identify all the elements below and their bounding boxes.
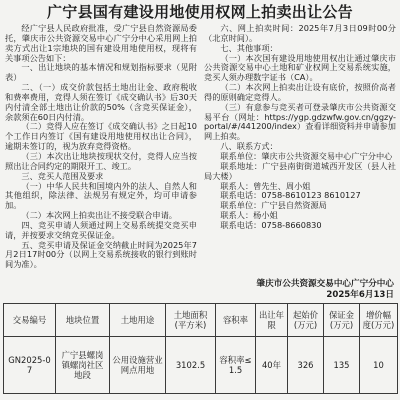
cell-area: 3102.5 — [166, 337, 216, 394]
section-2-item-2: （二）竞得人应在签订《成交确认书》之日起10个工作日内签订《国有建设用地使用权出让合同》，逾期未签订的，视为放弃竞得资格。 — [5, 121, 197, 152]
section-3-heading: 三、竞买人范围及要求 — [21, 170, 104, 181]
signature-org: 肇庆市公共资源交易中心广宁分中心 — [256, 279, 394, 289]
section-2-item-3: （三）本次出让地块按现状交付，竞得人应当按照出让合同约定的期限开工、竣工。 — [5, 150, 197, 171]
contact-unit-1: 联系单位：肇庆市公共资源交易中心广宁分中心 — [220, 150, 393, 161]
section-7-item-2: （二）本次网上拍卖出让设有底价，按照价高者得的原则确定竞得人。 — [204, 82, 396, 102]
contact-person-1: 联系人：曾先生、周小姐 — [220, 180, 311, 191]
section-7-heading: 七、其他事项： — [220, 42, 278, 53]
left-column — [5, 24, 197, 300]
header-trade-no: 交易编号 — [4, 304, 56, 337]
section-8-heading: 八、联系方式： — [220, 141, 278, 152]
header-area: 土地面积(平方米) — [166, 304, 216, 337]
cell-increment: 10 — [360, 337, 398, 394]
cell-trade-no: GN2025-07 — [4, 337, 56, 394]
cell-start-price: 326 — [288, 337, 324, 394]
section-3-item-2: （二）本次网上拍卖出让不接受联合申请。 — [21, 210, 177, 221]
header-plot-ratio: 容积率 — [216, 304, 256, 337]
contact-unit-2: 联系单位：广宁县自然资源局 — [220, 200, 327, 211]
section-3-item-1: （一）中华人民共和国境内外的法人、自然人和其他组织，除法律、法规另有规定外，均可申请参加。 — [5, 180, 197, 211]
signature-block — [204, 279, 394, 300]
header-deposit: 保证金(万元) — [324, 304, 360, 337]
table-row — [4, 337, 398, 394]
cell-land-use: 公用设施营业网点用地 — [110, 337, 166, 394]
header-start-price: 起始价(万元) — [288, 304, 324, 337]
section-2-item-1: 二、（一）成交价款包括土地出让金、政府税收和费率费用，竞得人须在签订《成交确认书》后30天内付清全部土地出让价款的50%（含竞买保证金），余款须在60日内付清。 — [5, 82, 197, 122]
table-header-row — [4, 304, 398, 337]
section-7-item-3: （三）有意参与竞买者可登录肇庆市公共资源交易平台（网址：https://ygp.gdzwfw.gov.cn/ggzy-portal/#/441200/index）查看详细资料并申请参加网上拍卖。 — [204, 101, 396, 142]
contact-phone-2: 联系电话：0758-8660830 — [220, 219, 322, 230]
contact-address: 联系地址：广宁县南街街道城西开发区（县人社局大楼） — [204, 160, 396, 181]
header-term: 出让年限 — [256, 304, 288, 337]
intro-paragraph: 经广宁县人民政府批准，受广宁县自然资源局委托，肇庆市公共资源交易中心广宁分中心采用网上拍卖方式出让1宗地块的国有建设用地使用权，现将有关事项公告如下： — [5, 24, 197, 63]
plot-table — [3, 303, 398, 394]
contact-person-2: 联系人：杨小姐 — [220, 210, 278, 221]
cell-deposit: 135 — [324, 337, 360, 394]
right-column — [204, 24, 396, 278]
notice-title: 广宁县国有建设用地使用权网上拍卖出让公告 — [46, 3, 353, 21]
section-5-paragraph: 五、竞买申请及保证金交纳截止时间为2025年7月2日17时00分（以网上交易系统接收的银行到账时间为准）。 — [5, 239, 197, 270]
header-location: 地块位置 — [56, 304, 110, 337]
cell-location: 广宁县螺岗镇螺岗社区地段 — [56, 337, 110, 394]
cell-plot-ratio: 容积率≤1.5 — [216, 337, 256, 394]
contact-phone-1: 联系电话：0758-8610123 8610127 — [220, 190, 361, 201]
section-1-heading: 一、出让地块的基本情况和规划指标要求（见附表） — [5, 62, 197, 83]
section-4-paragraph: 四、竞买申请人须通过网上交易系统提交竞买申请，并按要求交纳竞买保证金。 — [5, 219, 197, 240]
signature-date: 2025年6月13日 — [326, 289, 394, 300]
cell-term: 40年 — [256, 337, 288, 394]
header-increment: 增价幅度(万元) — [360, 304, 398, 337]
header-land-use: 土地用途 — [110, 304, 166, 337]
section-6-auction-time: 六、网上拍卖时间：2025年7月3日09时00分（北京时间）。 — [204, 24, 396, 43]
section-7-item-1: （一）本次国有建设用地使用权出让通过肇庆市公共资源交易中心土地和矿业权网上交易系统实施，竞买人须办理数字证书（CA）。 — [204, 52, 396, 83]
